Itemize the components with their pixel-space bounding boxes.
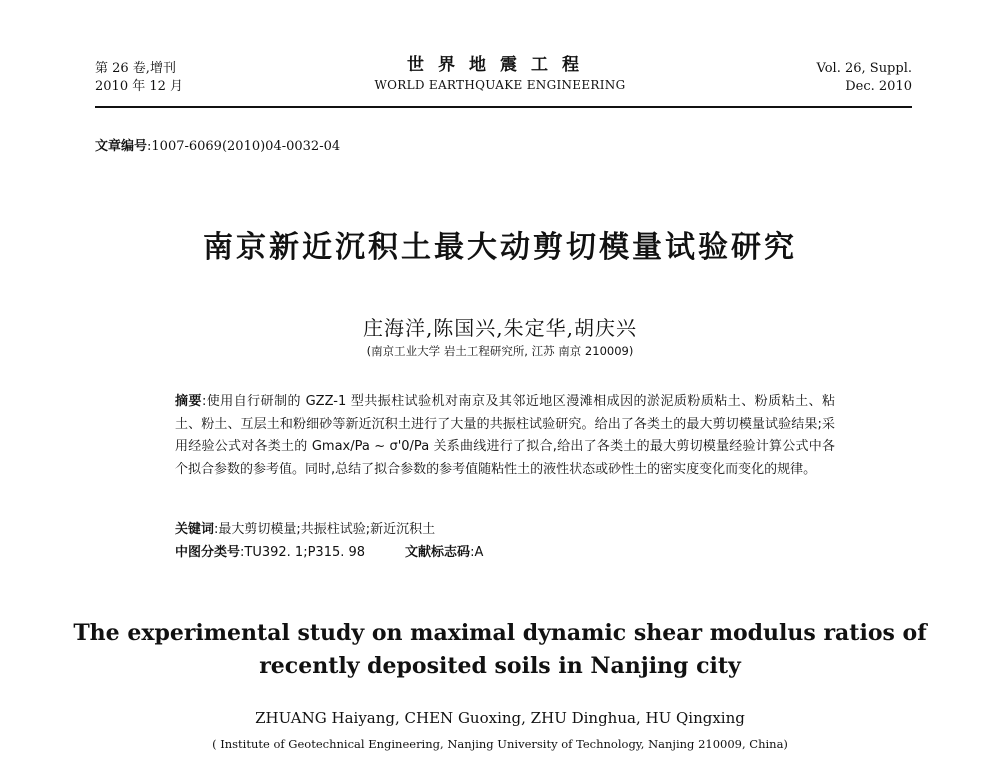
title-cn: 南京新近沉积土最大动剪切模量试验研究 <box>203 230 797 265</box>
classification-label: 中图分类号 <box>175 545 241 560</box>
abstract-label: 摘要 <box>175 394 202 409</box>
publication-date: 2010 年 12 月 <box>95 79 184 94</box>
document-code-label: 文献标志码 <box>405 545 471 560</box>
header-right <box>817 60 912 96</box>
affiliation-en: ( Institute of Geotechnical Engineering, Nanjing University of Technology, Nanjing 210009, China) <box>212 737 788 751</box>
abstract-cn <box>175 391 835 481</box>
article-number <box>95 135 340 154</box>
volume-en: Vol. 26, Suppl. <box>816 61 912 76</box>
classification-value: :TU392. 1;P315. 98 <box>240 545 366 560</box>
header-rule <box>95 106 912 108</box>
abstract-text-1: :使用自行研制的 GZZ-1 型共振柱试验机对南京及其邻近地区漫滩相成因的淤泥质粉质粘土、粉质粘土、粘土、粉土、互层土和粉细砂等新近沉积土进行了大量的共振柱试验研究。给出了各类土的最大剪切模量试验结果;采用经验公式对各类土的 <box>175 394 835 454</box>
keywords-value: :最大剪切模量;共振柱试验;新近沉积土 <box>214 522 436 537</box>
abstract-text-2: 关系曲线进行了拟合,给出了各类土的最大剪切模量经验计算公式中各个拟合参数的参考值。同时,总结了拟合参数的参考值随粘性土的液性状态或砂性土的密实度变化而变化的规律。 <box>175 439 836 477</box>
affiliation-cn: (南京工业大学 岩土工程研究所, 江苏 南京 210009) <box>366 344 634 358</box>
title-en <box>0 617 1000 683</box>
volume-issue: 第 26 卷,增刊 <box>95 61 176 76</box>
keywords <box>175 518 435 537</box>
authors-cn: 庄海洋,陈国兴,朱定华,胡庆兴 <box>362 316 638 340</box>
abstract-formula: Gmax/Pa ~ σ'0/Pa <box>311 439 430 454</box>
title-en-line1: The experimental study on maximal dynamic shear modulus ratios of <box>73 620 927 646</box>
journal-title-cn: 世界地震工程 <box>407 55 593 75</box>
article-number-value: :1007-6069(2010)04-0032-04 <box>147 139 341 154</box>
article-number-label: 文章编号 <box>95 139 148 154</box>
title-en-line2: recently deposited soils in Nanjing city <box>259 653 741 679</box>
document-code-value: :A <box>470 545 484 560</box>
date-en: Dec. 2010 <box>845 79 912 94</box>
journal-title-en: WORLD EARTHQUAKE ENGINEERING <box>374 78 626 92</box>
authors-en: ZHUANG Haiyang, CHEN Guoxing, ZHU Dinghua, HU Qingxing <box>255 709 745 727</box>
keywords-label: 关键词 <box>175 522 215 537</box>
classification <box>175 541 483 560</box>
